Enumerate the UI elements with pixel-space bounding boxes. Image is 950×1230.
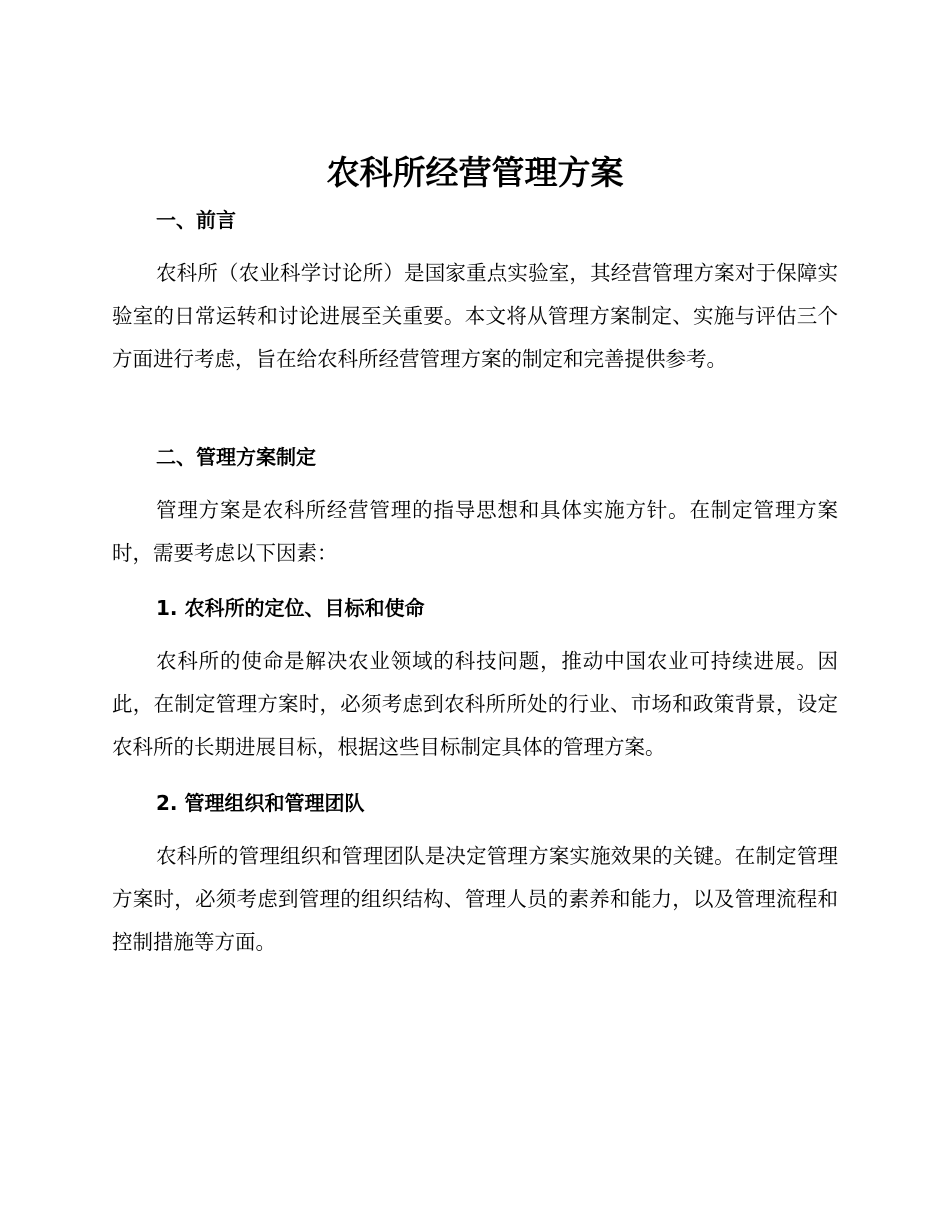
section-paragraph-plan-formulation: 管理方案是农科所经营管理的指导思想和具体实施方针。在制定管理方案时，需要考虑以下因素： [112, 498, 838, 565]
subsection-heading-management-team: 2. 管理组织和管理团队 [156, 791, 365, 815]
section-paragraph-preface: 农科所（农业科学讨论所）是国家重点实验室，其经营管理方案对于保障实验室的日常运转和讨论进展至关重要。本文将从管理方案制定、实施与评估三个方面进行考虑，旨在给农科所经营管理方案的制定和完善提供参考。 [112, 261, 838, 371]
document-title: 农科所经营管理方案 [326, 153, 624, 192]
subsection-heading-positioning: 1. 农科所的定位、目标和使命 [156, 596, 425, 620]
section-heading-plan-formulation: 二、管理方案制定 [156, 445, 316, 469]
section-heading-preface: 一、前言 [156, 208, 236, 232]
subsection-paragraph-positioning: 农科所的使命是解决农业领域的科技问题，推动中国农业可持续进展。因此，在制定管理方案时，必须考虑到农科所所处的行业、市场和政策背景，设定农科所的长期进展目标，根据这些目标制定具体的管理方案。 [112, 649, 838, 759]
subsection-paragraph-management-team: 农科所的管理组织和管理团队是决定管理方案实施效果的关键。在制定管理方案时，必须考虑到管理的组织结构、管理人员的素养和能力，以及管理流程和控制措施等方面。 [112, 844, 838, 954]
